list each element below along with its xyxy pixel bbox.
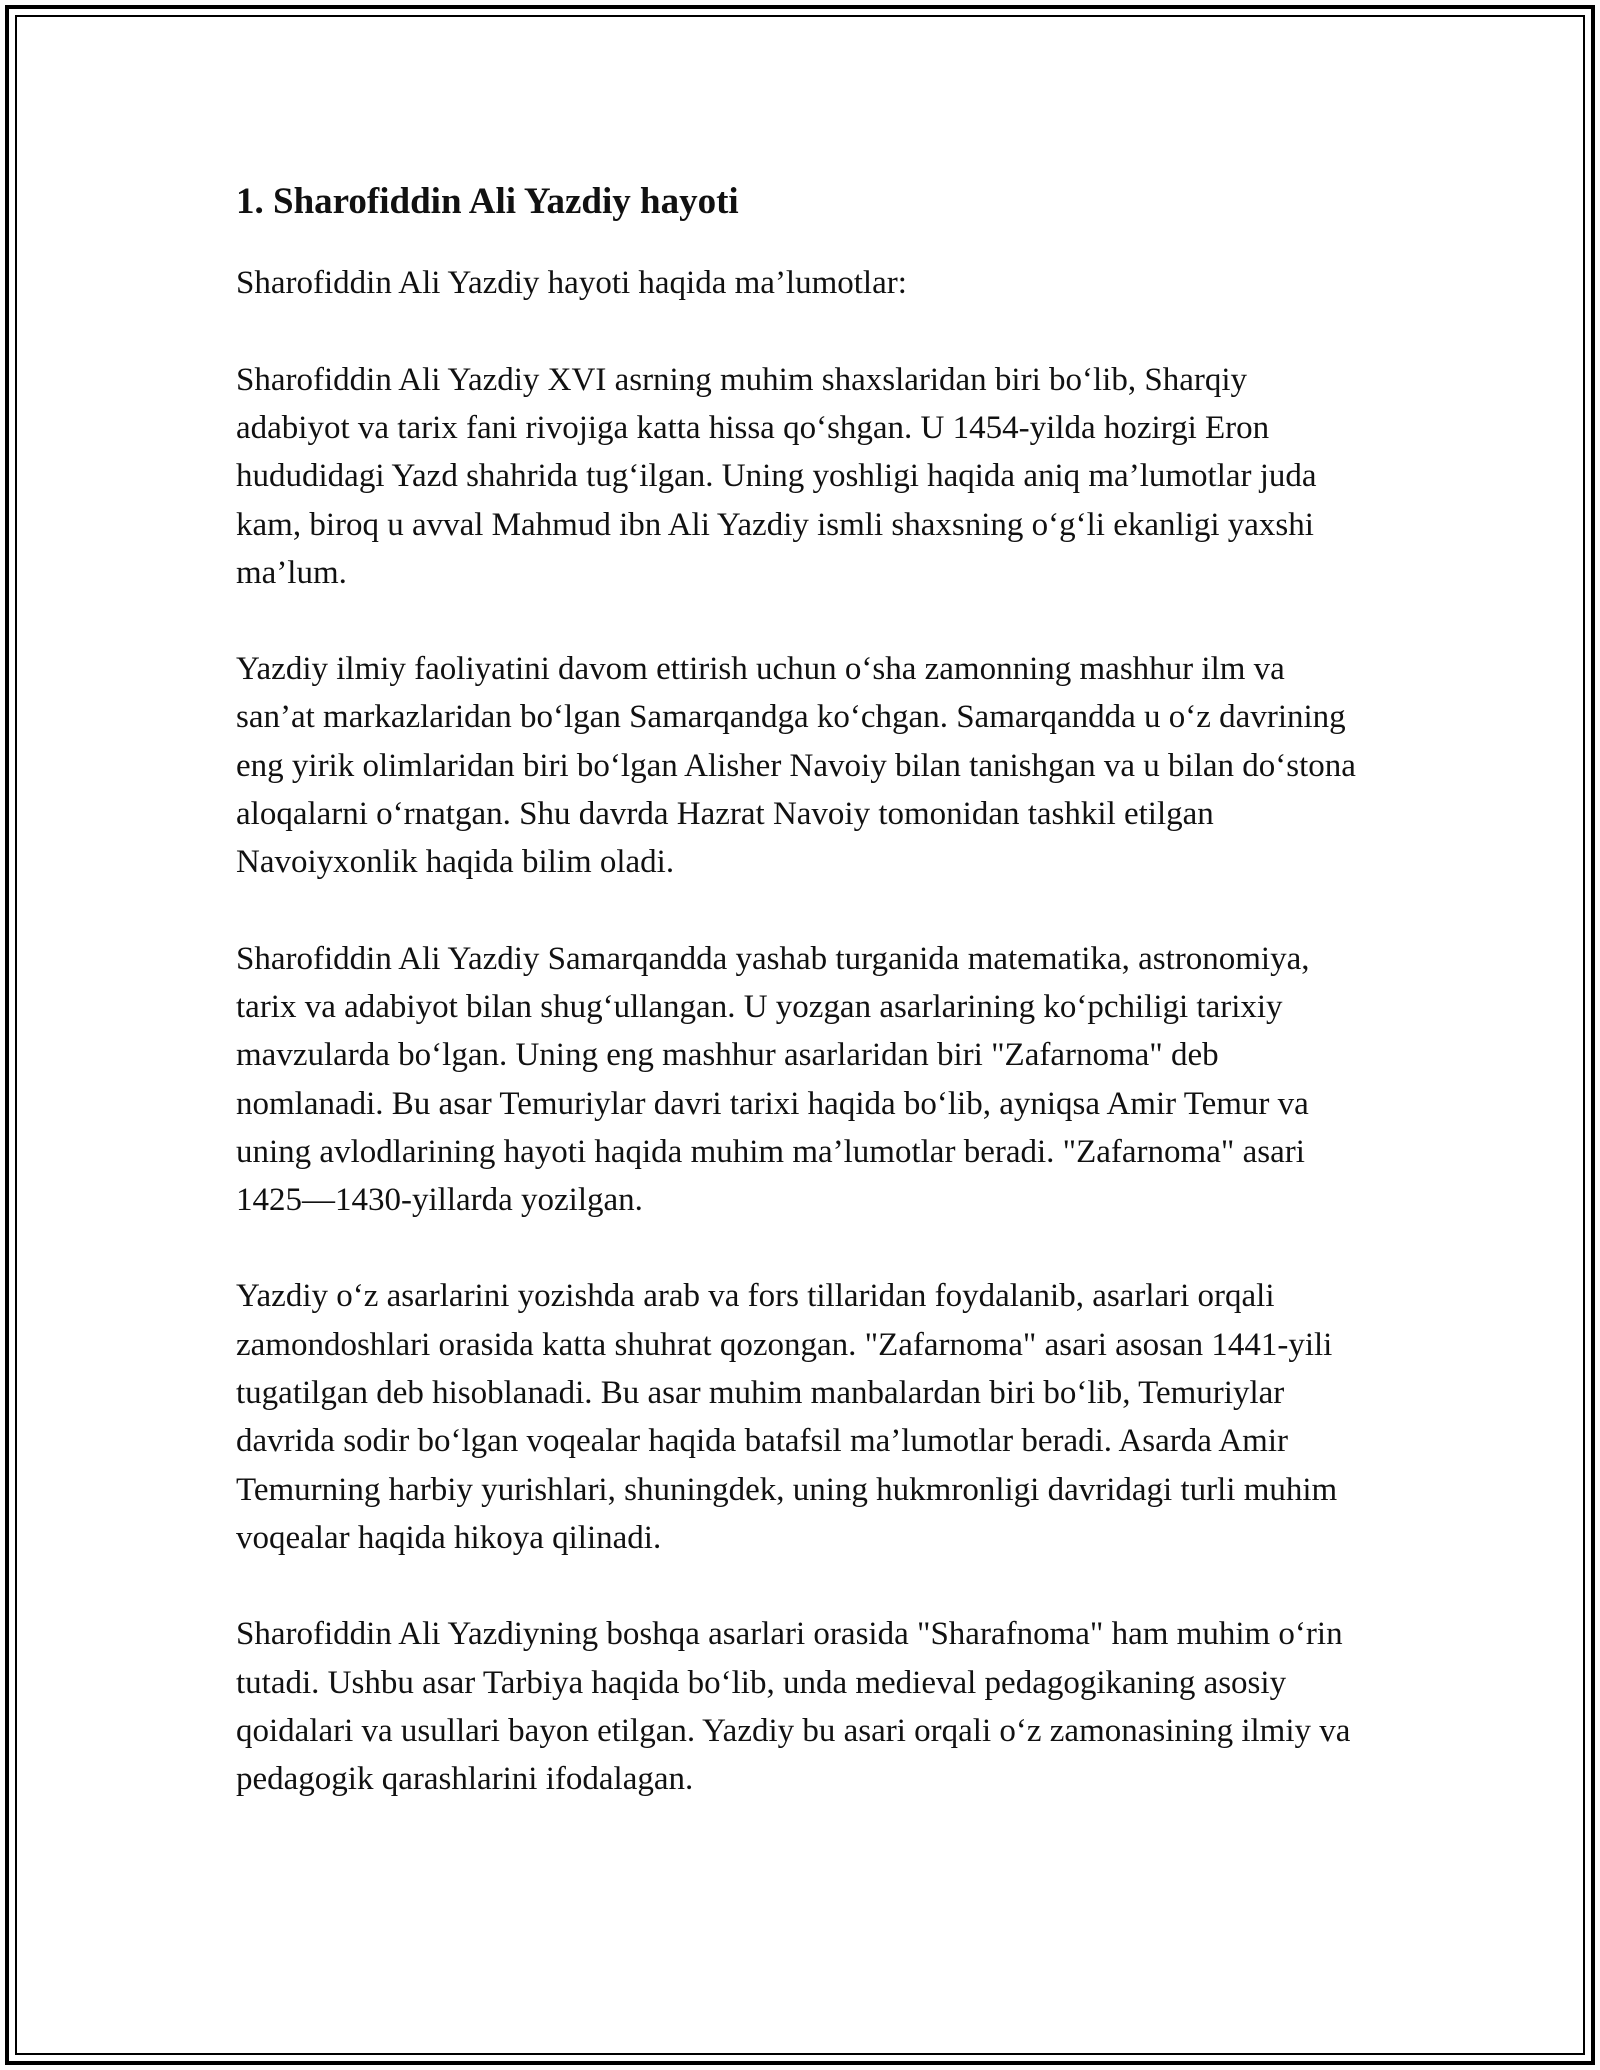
paragraph-birth: Sharofiddin Ali Yazdiy XVI asrning muhim shaxslaridan biri bo‘lib, Sharqiy adabiyot va tarix fani rivojiga katta hissa qo‘shgan. U 1454-yilda hozirgi Eron hududidagi Yazd shahrida tug‘ilgan. Uning yoshligi haqida aniq ma’lumotlar juda kam, biroq u avval Mahmud ibn Ali Yazdiy ismli shaxsning o‘g‘li ekanligi yaxshi ma’lum.	[236, 361, 1317, 591]
paragraph-samarkand: Yazdiy ilmiy faoliyatini davom ettirish uchun o‘sha zamonning mashhur ilm va san’at markazlaridan bo‘lgan Samarqandga ko‘chgan. Samarqandda u o‘z davrining eng yirik olimlaridan biri bo‘lgan Alisher Navoiy bilan tanishgan va u bilan do‘stona aloqalarni o‘rnatgan. Shu davrda Hazrat Navoiy tomonidan tashkil etilgan Navoiyxonlik haqida bilim oladi.	[236, 651, 1356, 881]
intro-line: Sharofiddin Ali Yazdiy hayoti haqida ma’lumotlar:	[236, 265, 907, 302]
paragraph-zafarnoma: Yazdiy o‘z asarlarini yozishda arab va fors tillaridan foydalanib, asarlari orqali zamondoshlari orasida katta shuhrat qozongan. "Zafarnoma" asari asosan 1441-yili tugatilgan deb hisoblanadi. Bu asar muhim manbalardan biri bo‘lib, Temuriylar davrida sodir bo‘lgan voqealar haqida batafsil ma’lumotlar beradi. Asarda Amir Temurning harbiy yurishlari, shuningdek, uning hukmronligi davridagi turli muhim voqealar haqida hikoya qilinadi.	[236, 1278, 1338, 1556]
paragraph-studies: Sharofiddin Ali Yazdiy Samarqandda yashab turganida matematika, astronomiya, tarix va adabiyot bilan shug‘ullangan. U yozgan asarlarining ko‘pchiligi tarixiy mavzularda bo‘lgan. Uning eng mashhur asarlaridan biri "Zafarnoma" deb nomlanadi. Bu asar Temuriylar davri tarixi haqida bo‘lib, ayniqsa Amir Temur va uning avlodlarining hayoti haqida muhim ma’lumotlar beradi. "Zafarnoma" asari 1425—1430-yillarda yozilgan.	[236, 940, 1310, 1219]
paragraph-sharafnoma: Sharofiddin Ali Yazdiyning boshqa asarlari orasida "Sharafnoma" ham muhim o‘rin tutadi. Ushbu asar Tarbiya haqida bo‘lib, unda medieval pedagogikaning asosiy qoidalari va usullari bayon etilgan. Yazdiy bu asari orqali o‘z zamonasining ilmiy va pedagogik qarashlarini ifodalagan.	[236, 1616, 1351, 1798]
document-body	[236, 180, 1366, 1851]
section-title: 1. Sharofiddin Ali Yazdiy hayoti	[236, 181, 739, 222]
